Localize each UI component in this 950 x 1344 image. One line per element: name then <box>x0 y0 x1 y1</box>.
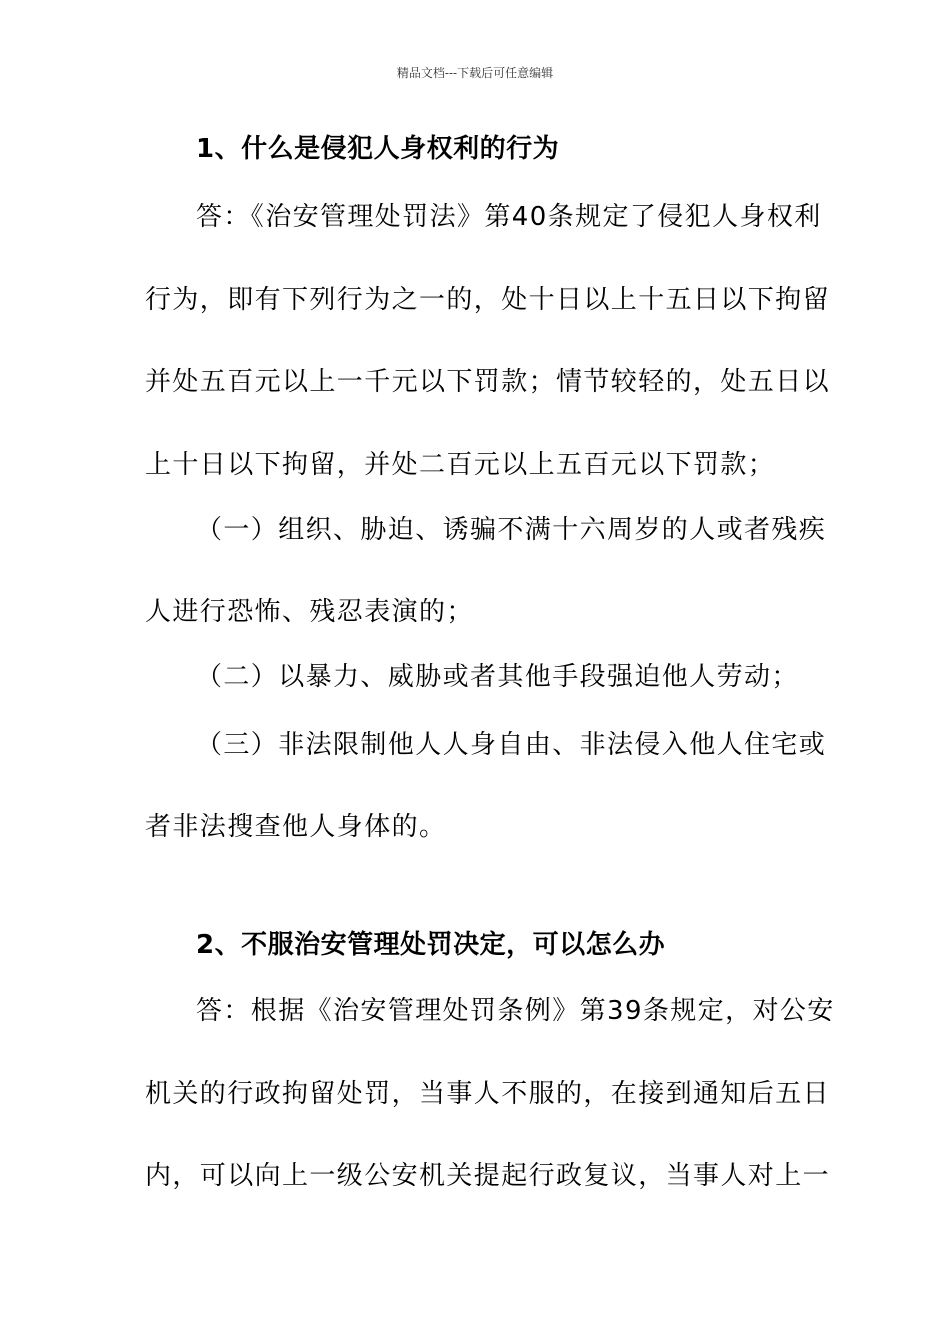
section-1-item-3-line-1: （三）非法限制他人人身自由、非法侵入他人住宅或 <box>196 730 827 760</box>
section-1-heading: 1、什么是侵犯人身权利的行为 <box>196 134 560 164</box>
section-1-answer-line-1: 答：《治安管理处罚法》第40条规定了侵犯人身权利 <box>196 202 822 232</box>
section-1-item-2-line-1: （二）以暴力、威胁或者其他手段强迫他人劳动； <box>196 662 799 692</box>
section-1-answer-line-4: 上十日以下拘留，并处二百元以上五百元以下罚款； <box>145 450 776 480</box>
section-1-answer-line-2: 行为，即有下列行为之一的，处十日以上十五日以下拘留 <box>145 285 831 315</box>
section-1-item-3-line-2: 者非法搜查他人身体的。 <box>145 812 447 842</box>
section-2-heading: 2、不服治安管理处罚决定，可以怎么办 <box>196 930 666 960</box>
header-note: 精品文档---下载后可任意编辑 <box>396 66 554 80</box>
section-2-answer-line-1: 答：根据《治安管理处罚条例》第39条规定，对公安 <box>196 996 835 1026</box>
section-2-answer-line-3: 内，可以向上一级公安机关提起行政复议，当事人对上一 <box>145 1161 831 1191</box>
section-1-item-1-line-1: （一）组织、胁迫、诱骗不满十六周岁的人或者残疾 <box>196 515 827 545</box>
section-1-answer-line-3: 并处五百元以上一千元以下罚款；情节较轻的，处五日以 <box>145 367 831 397</box>
section-2-answer-line-2: 机关的行政拘留处罚，当事人不服的，在接到通知后五日 <box>145 1079 831 1109</box>
section-1-item-1-line-2: 人进行恐怖、残忍表演的； <box>145 597 474 627</box>
